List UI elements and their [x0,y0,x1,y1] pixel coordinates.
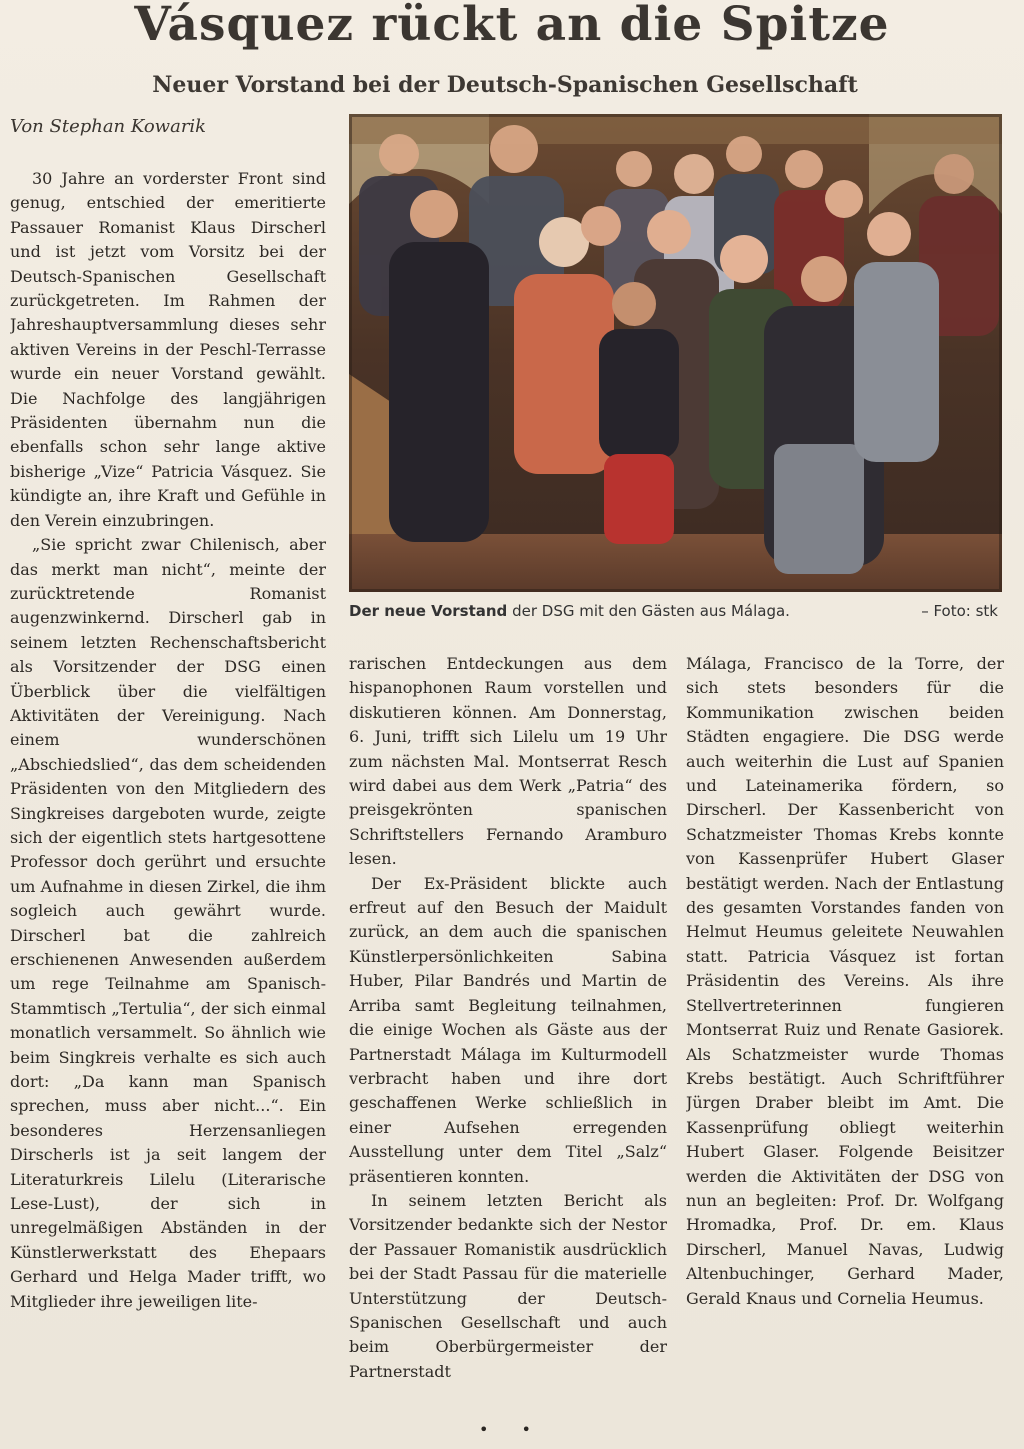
photo-caption [349,600,1002,622]
paragraph: In seinem letzten Bericht als Vorsitzender bedankte sich der Nestor der Passauer Romanistik ausdrücklich bei der Stadt Passau für die materielle Unterstützung der Deutsch-Spanischen Gesellschaft und auch beim Oberbürgermeister der Partnerstadt [349,1190,667,1381]
group-photo [349,114,1002,592]
byline: Von Stephan Kowarik [10,116,207,137]
paragraph: rarischen Entdeckungen aus dem hispanophonen Raum vorstellen und diskutieren können. Am Donnerstag, 6. Juni, trifft sich Lilelu um 19 Uhr zum nächsten Mal. Montserrat Resch wird dabei aus dem Werk „Patria“ des preisgekrönten spanischen Schriftstellers Fernando Aramburo lesen. [349,654,667,869]
paragraph: „Sie spricht zwar Chilenisch, aber das merkt man nicht“, meinte der zurücktretende Romanist augenzwinkernd. Dirscherl gab in seinem letzten Rechenschaftsbericht als Vorsitzender der DSG einen Überblick über die vielfältigen Aktivitäten der Vereinigung. Nach einem wunderschönen „Abschiedslied“, das dem scheidenden Präsidenten von den Mitgliedern des Singkreises dargeboten wurde, zeigte sich der eigentlich stets hartgesottene Professor doch gerührt und ersuchte um Aufnahme in diesen Zirkel, die ihm sogleich auch gewährt wurde. Dirscherl bat die zahlreich erschienenen Anwesenden außerdem um rege Teilnahme am Spanisch-Stammtisch „Tertulia“, der sich einmal monatlich versammelt. So ähnlich wie beim Singkreis verhalte es sich auch dort: „Da kann man Spanisch sprechen, muss aber nicht...“. Ein besonderes Herzensanliegen Dirscherls ist ja seit langem der Literaturkreis Lilelu (Literarische Lese-Lust), der sich in unregelmäßigen Abständen in der Künstlerwerkstatt des Ehepaars Gerhard und Helga Mader trifft, wo Mitglieder ihre jeweiligen lite- [10,535,326,1311]
paragraph: Der Ex-Präsident blickte auch erfreut auf den Besuch der Maidult zurück, an dem auch die spanischen Künstlerpersönlichkeiten Sabina Huber, Pilar Bandrés und Martin de Arriba samt Begleitung teilnahmen, die einige Wochen als Gäste aus der Partnerstadt Málaga im Kulturmodell verbracht haben und ihre dort geschaffenen Werke schließlich in einer Aufsehen erregenden Ausstellung unter dem Titel „Salz“ präsentieren konnten. [349,873,667,1186]
article-column-1 [10,167,326,1399]
caption-bold: Der neue Vorstand [349,602,508,620]
paragraph: 30 Jahre an vorderster Front sind genug, entschied der emeritierte Passauer Romanist Klaus Dirscherl und ist jetzt vom Vorsitz bei der Deutsch-Spanischen Gesellschaft zurückgetreten. Im Rahmen der Jahreshauptversammlung dieses sehr aktiven Vereins in der Peschl-Terrasse wurde ein neuer Vorstand gewählt. Die Nachfolge des langjährigen Präsidenten übernahm nun die ebenfalls schon sehr lange aktive bisherige „Vize“ Patricia Vásquez. Sie kündigte an, ihre Kraft und Gefühle in den Verein einzubringen. [10,169,326,530]
photo-credit: – Foto: stk [921,602,998,620]
article-column-3 [686,652,1004,1412]
caption-text: der DSG mit den Gästen aus Málaga. [507,602,790,620]
group-photo-image [349,114,1002,592]
headline: Vásquez rückt an die Spitze [134,0,890,52]
subheadline: Neuer Vorstand bei der Deutsch-Spanischen Gesellschaft [152,72,858,98]
end-dots: • • [479,1420,545,1439]
article-column-2 [349,652,667,1412]
paragraph: Málaga, Francisco de la Torre, der sich stets besonders für die Kommunikation zwischen beiden Städten engagiere. Die DSG werde auch weiterhin die Lust auf Spanien und Lateinamerika fördern, so Dirscherl. Der Kassenbericht von Schatzmeister Thomas Krebs konnte von Kassenprüfer Hubert Glaser bestätigt werden. Nach der Entlastung des gesamten Vorstandes fanden von Helmut Heumus geleitete Neuwahlen statt. Patricia Vásquez ist fortan Präsidentin des Vereins. Als ihre Stellvertreterinnen fungieren Montserrat Ruiz und Renate Gasiorek. Als Schatzmeister wurde Thomas Krebs bestätigt. Auch Schriftführer Jürgen Draber bleibt im Amt. Die Kassenprüfung obliegt weiterhin Hubert Glaser. Folgende Beisitzer werden die Aktivitäten der DSG von nun an begleiten: Prof. Dr. Wolfgang Hromadka, Prof. Dr. em. Klaus Dirscherl, Manuel Navas, Ludwig Altenbuchinger, Gerhard Mader, Gerald Knaus und Cornelia Heumus. [686,654,1004,1308]
